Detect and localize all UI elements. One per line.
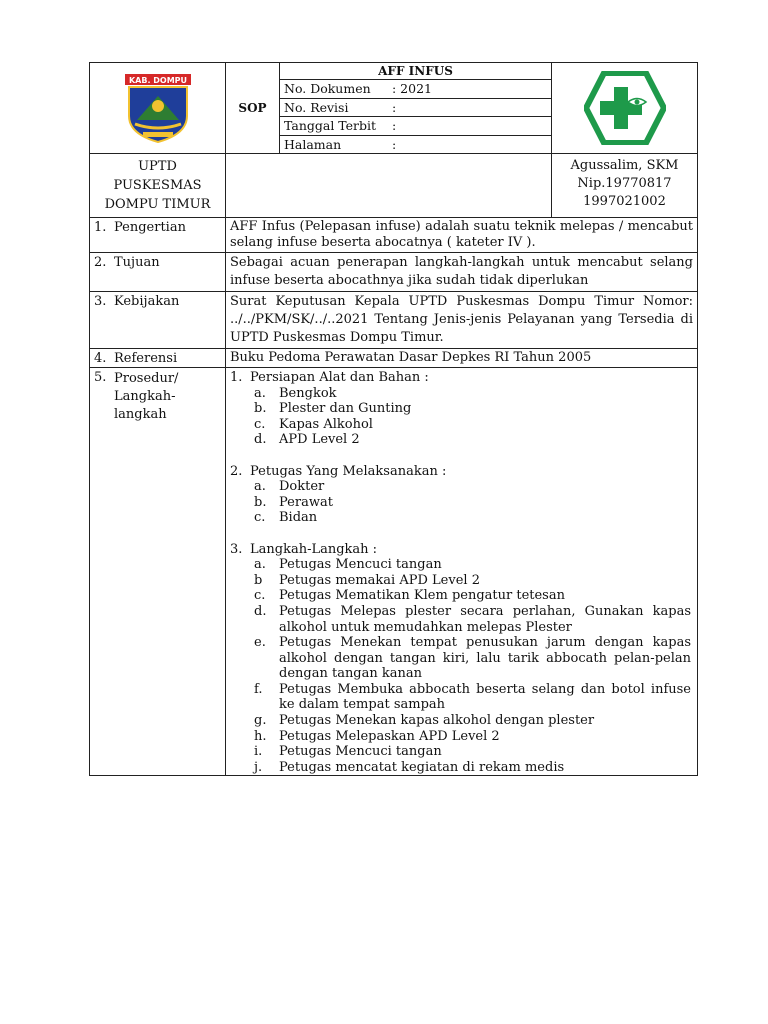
list-item: b. Perawat [254,494,333,510]
kab-dompu-emblem-icon [119,72,197,144]
procedure-group-title: 3. Langkah-Langkah : [230,541,378,557]
procedure-content [226,368,698,776]
puskesmas-logo-icon [584,71,666,145]
procedure-group-title: 1. Persiapan Alat dan Bahan : [230,370,429,385]
organization-name: UPTD PUSKESMAS DOMPU TIMUR [90,154,226,218]
list-item: e. Petugas Menekan tempat penusukan jarum dengan kapas alkohol dengan tangan kiri, lalu tarik abbocath pelan-pelan dengan tangan kanan [254,635,691,682]
blank-signature-space [226,154,552,218]
list-item: c. Petugas Mematikan Klem pengatur tetesan [254,588,565,604]
list-item: c. Kapas Alkohol [254,416,373,432]
list-item: b Petugas memakai APD Level 2 [254,572,480,588]
puskesmas-logo-cell [552,63,698,154]
list-item: a. Dokter [254,479,325,495]
list-item: g. Petugas Menekan kapas alkohol dengan plester [254,713,595,729]
list-item: f. Petugas Membuka abbocath beserta selang dan botol infuse ke dalam tempat sampah [254,681,691,713]
list-item: h. Petugas Melepaskan APD Level 2 [254,728,500,744]
procedure-group-list [230,386,691,448]
section-label-referensi: 4. Referensi [90,349,226,368]
list-item: a. Petugas Mencuci tangan [254,557,442,573]
section-label-pengertian: 1. Pengertian [90,218,226,253]
meta-halaman: Halaman : [280,135,552,153]
meta-tanggal-terbit: Tanggal Terbit : [280,117,552,135]
signer-nip-cont: 1997021002 [583,194,666,209]
signer-block [552,154,698,218]
logo-text: KAB. DOMPU [128,76,187,85]
section-text-kebijakan: Surat Keputusan Kepala UPTD Puskesmas Dompu Timur Nomor: ../../PKM/SK/../..2021 Tentang Jenis-jenis Pelayanan yang Tersedia di UPTD Puskesmas Dompu Timur. [226,292,698,349]
signer-nip: Nip.19770817 [577,176,672,191]
list-item: i. Petugas Mencuci tangan [254,744,442,760]
regency-logo-cell [90,63,226,154]
list-item: d. APD Level 2 [254,432,360,448]
sop-table [89,62,698,776]
section-label-tujuan: 2. Tujuan [90,253,226,292]
sop-label: SOP [226,63,280,154]
section-text-pengertian: AFF Infus (Pelepasan infuse) adalah suatu teknik melepas / mencabut selang infuse beserta abocatnya ( kateter IV ). [226,218,698,253]
meta-no-dokumen: No. Dokumen : 2021 [280,80,552,98]
procedure-group-title: 2. Petugas Yang Melaksanakan : [230,463,447,479]
list-item: d. Petugas Melepas plester secara perlahan, Gunakan kapas alkohol untuk memudahkan melepas Plester [254,603,691,635]
section-label-prosedur: 5. Prosedur/ Langkah- langkah [90,368,226,776]
list-item: c. Bidan [254,510,318,526]
procedure-group-list [230,479,691,526]
list-item: a. Bengkok [254,385,337,401]
document-title: AFF INFUS [280,63,552,80]
signer-name: Agussalim, SKM [570,158,679,173]
section-text-tujuan: Sebagai acuan penerapan langkah-langkah untuk mencabut selang infuse beserta abocathnya jika sudah tidak diperlukan [226,253,698,292]
section-label-kebijakan: 3. Kebijakan [90,292,226,349]
section-text-referensi: Buku Pedoma Perawatan Dasar Depkes RI Tahun 2005 [226,349,698,368]
meta-no-revisi: No. Revisi : [280,98,552,116]
list-item: b. Plester dan Gunting [254,401,412,417]
procedure-group-list [230,557,691,775]
list-item: j. Petugas mencatat kegiatan di rekam medis [254,759,565,775]
